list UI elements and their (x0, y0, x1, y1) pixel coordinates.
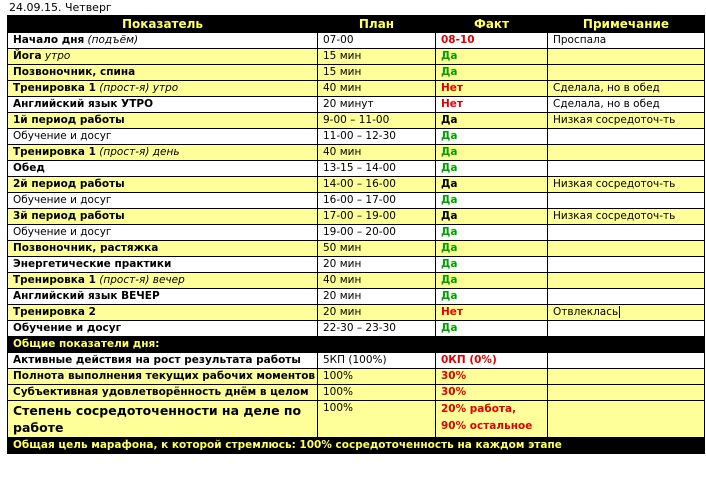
fact-cell-text: Да (441, 178, 458, 190)
indicator-cell[interactable] (8, 257, 318, 273)
indicator-cell[interactable] (8, 177, 318, 193)
indicator-label: Тренировка 1 (13, 274, 96, 286)
note-cell[interactable] (548, 321, 705, 337)
summary-row (8, 353, 705, 369)
table-row (8, 321, 705, 337)
indicator-cell[interactable] (8, 33, 318, 49)
note-cell-text: Сделала, но в обед (553, 98, 660, 110)
plan-cell[interactable] (318, 113, 436, 129)
indicator-label: Тренировка 2 (13, 306, 96, 318)
indicator-qualifier: утро (41, 50, 71, 62)
fact-cell-text: Нет (441, 82, 463, 94)
note-cell[interactable] (548, 49, 705, 65)
fact-cell[interactable] (436, 161, 548, 177)
note-cell[interactable] (548, 33, 705, 49)
note-cell[interactable] (548, 81, 705, 97)
plan-cell[interactable] (318, 209, 436, 225)
plan-cell[interactable] (318, 145, 436, 161)
fact-cell[interactable] (436, 113, 548, 129)
indicator-cell[interactable] (8, 321, 318, 337)
indicator-label: Энергетические практики (13, 258, 172, 270)
indicator-label: Английский язык УТРО (13, 98, 153, 110)
text-cursor (619, 306, 620, 318)
table-row (8, 273, 705, 289)
indicator-label: Обучение и досуг (13, 194, 112, 206)
plan-cell[interactable] (318, 97, 436, 113)
plan-cell[interactable] (318, 305, 436, 321)
focus-plan-cell[interactable] (318, 401, 436, 438)
plan-cell-text: 40 мин (323, 274, 362, 286)
plan-cell[interactable] (318, 161, 436, 177)
plan-cell[interactable] (318, 225, 436, 241)
table-row (8, 145, 705, 161)
plan-cell-text: 17-00 – 19-00 (323, 210, 396, 222)
fact-cell[interactable] (436, 225, 548, 241)
indicator-label: 3й период работы (13, 210, 125, 222)
plan-cell[interactable] (318, 177, 436, 193)
fact-cell-text: Да (441, 258, 458, 270)
indicator-cell[interactable] (8, 209, 318, 225)
note-cell[interactable] (548, 225, 705, 241)
note-cell[interactable] (548, 193, 705, 209)
plan-cell[interactable] (318, 321, 436, 337)
fact-cell[interactable] (436, 97, 548, 113)
plan-cell[interactable] (318, 129, 436, 145)
fact-cell[interactable] (436, 289, 548, 305)
indicator-label: Обучение и досуг (13, 226, 112, 238)
table-row (8, 305, 705, 321)
plan-cell[interactable] (318, 241, 436, 257)
indicator-cell[interactable] (8, 97, 318, 113)
fact-cell[interactable] (436, 209, 548, 225)
note-cell[interactable] (548, 289, 705, 305)
summary-indicator-cell-text: Активные действия на рост результата работы (13, 354, 301, 366)
header-note: Примечание (548, 16, 705, 33)
plan-cell-text: 19-00 – 20-00 (323, 226, 396, 238)
indicator-cell[interactable] (8, 161, 318, 177)
plan-cell-text: 9-00 – 11-00 (323, 114, 390, 126)
summary-indicator-cell[interactable] (8, 369, 318, 385)
plan-cell-text: 40 мин (323, 82, 362, 94)
marathon-goal[interactable]: Общая цель марафона, к которой стремлюсь: 100% сосредоточенность на каждом этапе (8, 438, 705, 454)
table-row (8, 49, 705, 65)
note-cell[interactable] (548, 113, 705, 129)
focus-degree-row (8, 401, 705, 438)
fact-cell-text: Да (441, 226, 458, 238)
focus-plan-cell-text: 100% (323, 402, 354, 414)
summary-plan-cell[interactable] (318, 385, 436, 401)
table-row (8, 225, 705, 241)
summary-note-cell[interactable] (548, 353, 705, 369)
fact-cell-text: Да (441, 130, 458, 142)
indicator-qualifier: (прост-я) вечер (95, 274, 185, 286)
indicator-label: Тренировка 1 (13, 82, 96, 94)
summary-fact-cell-text: 30% (441, 370, 467, 382)
note-cell-text: Низкая сосредоточ-ть (553, 178, 676, 190)
indicator-cell[interactable] (8, 273, 318, 289)
plan-cell[interactable] (318, 273, 436, 289)
fact-cell-text: Да (441, 242, 458, 254)
plan-cell-text: 20 мин (323, 258, 362, 270)
fact-cell[interactable] (436, 145, 548, 161)
table-row (8, 161, 705, 177)
indicator-label: Тренировка 1 (13, 146, 96, 158)
plan-cell-text: 11-00 – 12-30 (323, 130, 396, 142)
focus-indicator-cell[interactable] (8, 401, 318, 438)
fact-cell[interactable] (436, 81, 548, 97)
indicator-label: Обучение и досуг (13, 322, 122, 334)
fact-cell[interactable] (436, 177, 548, 193)
fact-cell[interactable] (436, 33, 548, 49)
indicator-label: Английский язык ВЕЧЕР (13, 290, 160, 302)
note-cell[interactable] (548, 161, 705, 177)
table-row (8, 289, 705, 305)
indicator-label: 2й период работы (13, 178, 125, 190)
plan-cell-text: 13-15 – 14-00 (323, 162, 396, 174)
note-cell[interactable] (548, 145, 705, 161)
summary-title[interactable]: Общие показатели дня: (8, 337, 705, 353)
fact-cell-text: Да (441, 146, 458, 158)
summary-fact-cell[interactable] (436, 369, 548, 385)
fact-cell-text: Да (441, 274, 458, 286)
fact-cell-text: Да (441, 290, 458, 302)
fact-cell-text: Да (441, 114, 458, 126)
fact-cell-text: Да (441, 322, 458, 334)
indicator-label: 1й период работы (13, 114, 125, 126)
note-cell-text: Отвлеклась (553, 306, 619, 318)
plan-cell-text: 14-00 – 16-00 (323, 178, 396, 190)
goal-footer-row (8, 438, 705, 454)
table-row (8, 65, 705, 81)
header-row (8, 16, 705, 33)
table-row (8, 257, 705, 273)
indicator-cell[interactable] (8, 145, 318, 161)
focus-indicator-cell-text: Степень сосредоточенности на деле по работе (13, 403, 302, 435)
plan-cell-text: 20 минут (323, 98, 374, 110)
indicator-label: Начало дня (13, 34, 85, 46)
plan-cell-text: 16-00 – 17-00 (323, 194, 396, 206)
indicator-label: Позвоночник, спина (13, 66, 136, 78)
header-plan: План (318, 16, 436, 33)
summary-row (8, 369, 705, 385)
summary-indicator-cell[interactable] (8, 353, 318, 369)
summary-indicator-cell[interactable] (8, 385, 318, 401)
fact-cell[interactable] (436, 273, 548, 289)
plan-cell-text: 07-00 (323, 34, 354, 46)
note-cell[interactable] (548, 209, 705, 225)
fact-cell[interactable] (436, 49, 548, 65)
daily-report-table (7, 15, 705, 454)
indicator-cell[interactable] (8, 113, 318, 129)
plan-cell[interactable] (318, 81, 436, 97)
indicator-cell[interactable] (8, 49, 318, 65)
fact-cell-text: Да (441, 194, 458, 206)
indicator-label: Позвоночник, растяжка (13, 242, 159, 254)
summary-title-row (8, 337, 705, 353)
summary-row (8, 385, 705, 401)
indicator-label: Обучение и досуг (13, 130, 112, 142)
fact-cell-text: Нет (441, 98, 463, 110)
summary-fact-cell-text: 30% (441, 386, 467, 398)
indicator-cell[interactable] (8, 289, 318, 305)
table-row (8, 97, 705, 113)
plan-cell-text: 22-30 – 23-30 (323, 322, 396, 334)
indicator-cell[interactable] (8, 305, 318, 321)
note-cell[interactable] (548, 97, 705, 113)
table-row (8, 193, 705, 209)
summary-note-cell[interactable] (548, 369, 705, 385)
table-row (8, 209, 705, 225)
date-heading: 24.09.15. Четверг (9, 1, 112, 14)
note-cell[interactable] (548, 273, 705, 289)
plan-cell[interactable] (318, 193, 436, 209)
indicator-qualifier: (прост-я) утро (95, 82, 179, 94)
table-row (8, 113, 705, 129)
summary-fact-cell[interactable] (436, 353, 548, 369)
plan-cell[interactable] (318, 49, 436, 65)
summary-fact-cell[interactable] (436, 385, 548, 401)
focus-fact-cell-text: 20% работа, 90% остальное (441, 403, 533, 432)
plan-cell[interactable] (318, 33, 436, 49)
summary-plan-cell[interactable] (318, 353, 436, 369)
summary-plan-cell-text: 100% (323, 386, 354, 398)
summary-indicator-cell-text: Субъективная удовлетворённость днём в целом (13, 386, 309, 398)
fact-cell[interactable] (436, 65, 548, 81)
focus-note-cell[interactable] (548, 401, 705, 438)
table-row (8, 177, 705, 193)
fact-cell[interactable] (436, 193, 548, 209)
plan-cell-text: 15 мин (323, 66, 362, 78)
note-cell[interactable] (548, 129, 705, 145)
indicator-cell[interactable] (8, 129, 318, 145)
note-cell[interactable] (548, 177, 705, 193)
note-cell-text: Проспала (553, 34, 607, 46)
plan-cell-text: 20 мин (323, 290, 362, 302)
header-indicator: Показатель (8, 16, 318, 33)
plan-cell[interactable] (318, 257, 436, 273)
indicator-label: Йога (13, 50, 42, 62)
plan-cell-text: 20 мин (323, 306, 362, 318)
note-cell-text: Сделала, но в обед (553, 82, 660, 94)
fact-cell-text: Да (441, 162, 458, 174)
indicator-label: Обед (13, 162, 45, 174)
indicator-cell[interactable] (8, 241, 318, 257)
table-row (8, 129, 705, 145)
indicator-cell[interactable] (8, 65, 318, 81)
plan-cell-text: 15 мин (323, 50, 362, 62)
focus-fact-cell[interactable] (436, 401, 548, 438)
note-cell[interactable] (548, 241, 705, 257)
plan-cell[interactable] (318, 65, 436, 81)
plan-cell-text: 40 мин (323, 146, 362, 158)
note-cell[interactable] (548, 257, 705, 273)
indicator-qualifier: (прост-я) день (95, 146, 180, 158)
note-cell[interactable] (548, 305, 705, 321)
summary-note-cell[interactable] (548, 385, 705, 401)
plan-cell-text: 50 мин (323, 242, 362, 254)
summary-plan-cell-text: 5КП (100%) (323, 354, 387, 366)
summary-plan-cell-text: 100% (323, 370, 354, 382)
header-fact: Факт (436, 16, 548, 33)
fact-cell-text: Да (441, 210, 458, 222)
table-row (8, 33, 705, 49)
fact-cell[interactable] (436, 129, 548, 145)
fact-cell-text: 08-10 (441, 34, 475, 46)
fact-cell[interactable] (436, 305, 548, 321)
plan-cell[interactable] (318, 289, 436, 305)
indicator-cell[interactable] (8, 225, 318, 241)
fact-cell-text: Да (441, 66, 458, 78)
note-cell-text: Низкая сосредоточ-ть (553, 114, 676, 126)
indicator-cell[interactable] (8, 193, 318, 209)
summary-indicator-cell-text: Полнота выполнения текущих рабочих моментов (13, 370, 316, 382)
fact-cell-text: Нет (441, 306, 463, 318)
note-cell[interactable] (548, 65, 705, 81)
fact-cell[interactable] (436, 257, 548, 273)
indicator-cell[interactable] (8, 81, 318, 97)
table-row (8, 241, 705, 257)
summary-plan-cell[interactable] (318, 369, 436, 385)
table-row (8, 81, 705, 97)
note-cell-text: Низкая сосредоточ-ть (553, 210, 676, 222)
fact-cell[interactable] (436, 241, 548, 257)
summary-fact-cell-text: 0КП (0%) (441, 354, 497, 366)
fact-cell[interactable] (436, 321, 548, 337)
indicator-qualifier: (подъём) (84, 34, 139, 46)
fact-cell-text: Да (441, 50, 458, 62)
